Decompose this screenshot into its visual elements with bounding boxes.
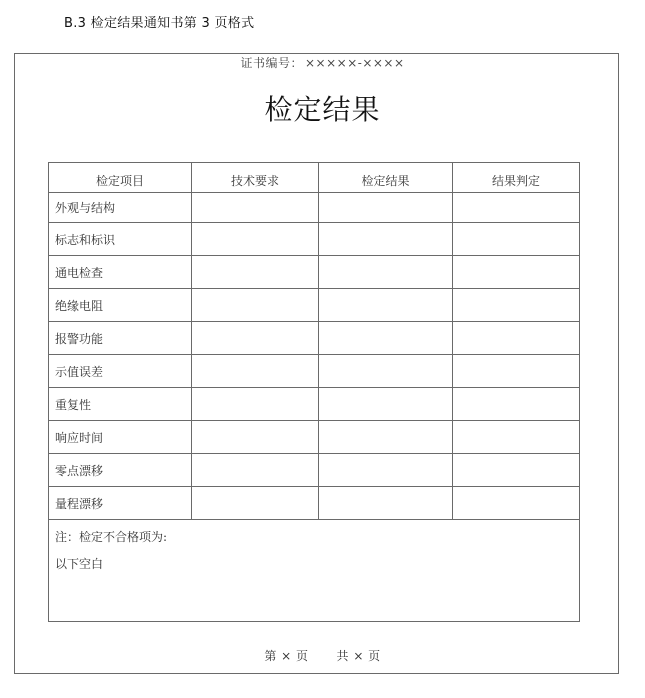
item-cell: 外观与结构 (49, 193, 192, 223)
certificate-number (0, 54, 645, 71)
judgement-cell (453, 289, 580, 322)
page-footer (0, 647, 645, 664)
requirement-cell (192, 256, 319, 289)
judgement-cell (453, 487, 580, 520)
result-cell (319, 421, 453, 454)
judgement-cell (453, 421, 580, 454)
item-cell: 响应时间 (49, 421, 192, 454)
page-number: 第 × 页 (264, 649, 309, 663)
table-row (49, 388, 580, 421)
notes-row (49, 520, 580, 622)
column-header-result: 检定结果 (319, 163, 453, 193)
result-cell (319, 322, 453, 355)
item-cell: 量程漂移 (49, 487, 192, 520)
section-heading: B.3 检定结果通知书第 3 页格式 (64, 16, 255, 31)
column-header-requirement: 技术要求 (192, 163, 319, 193)
table-row (49, 256, 580, 289)
requirement-cell (192, 223, 319, 256)
judgement-cell (453, 223, 580, 256)
item-cell: 通电检查 (49, 256, 192, 289)
judgement-cell (453, 454, 580, 487)
requirement-cell (192, 388, 319, 421)
result-cell (319, 256, 453, 289)
judgement-cell (453, 388, 580, 421)
requirement-cell (192, 487, 319, 520)
notes-cell (49, 520, 580, 622)
requirement-cell (192, 289, 319, 322)
judgement-cell (453, 355, 580, 388)
item-cell: 重复性 (49, 388, 192, 421)
result-cell (319, 223, 453, 256)
result-cell (319, 487, 453, 520)
requirement-cell (192, 322, 319, 355)
item-cell: 绝缘电阻 (49, 289, 192, 322)
table-row (49, 289, 580, 322)
judgement-cell (453, 256, 580, 289)
notes-blank-below: 以下空白 (55, 557, 104, 571)
column-header-judgement: 结果判定 (453, 163, 580, 193)
certificate-number-label: 证书编号： (240, 56, 303, 70)
column-header-item: 检定项目 (49, 163, 192, 193)
requirement-cell (192, 193, 319, 223)
certificate-number-value: ×××××-×××× (304, 56, 405, 70)
result-cell (319, 193, 453, 223)
table-row (49, 355, 580, 388)
table-row (49, 421, 580, 454)
item-cell: 零点漂移 (49, 454, 192, 487)
result-cell (319, 289, 453, 322)
requirement-cell (192, 355, 319, 388)
notes-failed-items-label: 注：检定不合格项为: (55, 530, 168, 544)
result-cell (319, 355, 453, 388)
page-title: 检定结果 (264, 93, 381, 126)
table-row (49, 193, 580, 223)
judgement-cell (453, 322, 580, 355)
item-cell: 标志和标识 (49, 223, 192, 256)
table-row (49, 322, 580, 355)
requirement-cell (192, 454, 319, 487)
table-header-row (49, 163, 580, 193)
total-pages: 共 × 页 (336, 649, 381, 663)
table-row (49, 487, 580, 520)
item-cell: 示值误差 (49, 355, 192, 388)
requirement-cell (192, 421, 319, 454)
verification-results-table (48, 162, 580, 622)
result-cell (319, 388, 453, 421)
table-row (49, 454, 580, 487)
result-cell (319, 454, 453, 487)
item-cell: 报警功能 (49, 322, 192, 355)
judgement-cell (453, 193, 580, 223)
table-row (49, 223, 580, 256)
